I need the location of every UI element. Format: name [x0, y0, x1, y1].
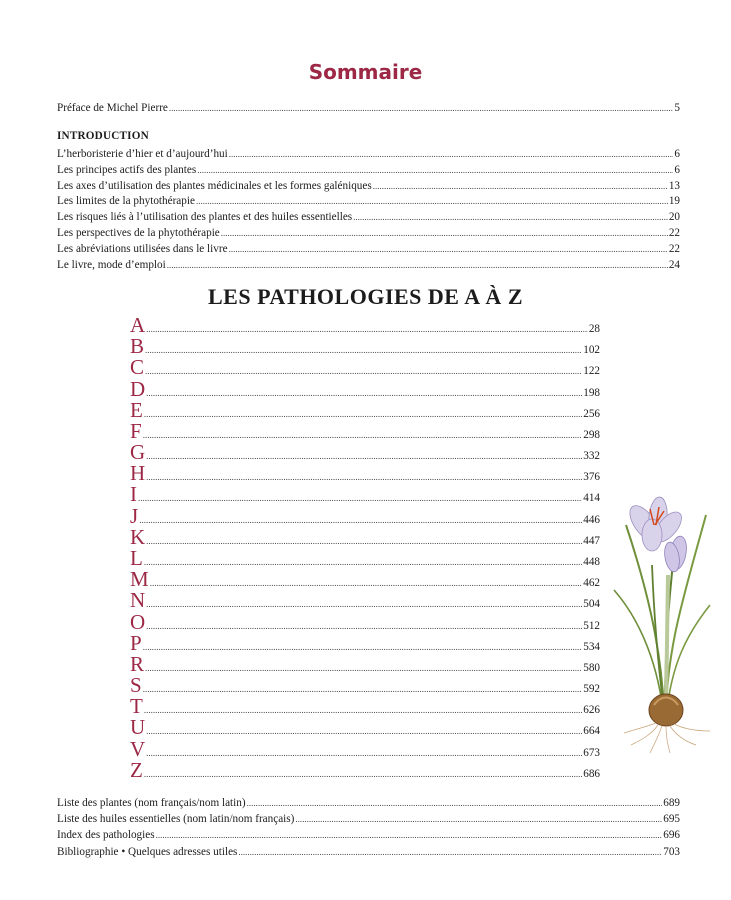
dot-leader [229, 241, 668, 257]
pathology-letter-entry[interactable] [130, 736, 600, 761]
dot-leader [145, 366, 582, 376]
toc-page-number: 689 [663, 797, 680, 809]
letter-initial: R [130, 651, 145, 676]
toc-page-number: 703 [663, 845, 680, 858]
letter-initial: K [130, 524, 146, 549]
toc-entry[interactable] [57, 146, 680, 162]
toc-label: Index des pathologies [57, 829, 155, 842]
dot-leader [146, 621, 582, 631]
toc-page-number: 332 [583, 450, 600, 463]
toc-label: Les abréviations utilisées dans le livre [57, 242, 228, 255]
pathology-letter-entry[interactable] [130, 675, 600, 696]
dot-leader [146, 451, 582, 461]
pathology-letter-entry[interactable] [130, 376, 600, 401]
dot-leader [144, 409, 582, 419]
toc-label: Bibliographie • Quelques adresses utiles [57, 845, 238, 858]
toc-page-number: 298 [583, 428, 600, 441]
dot-leader [143, 430, 583, 440]
toc-page-number: 504 [583, 598, 600, 611]
toc-page-number: 198 [583, 386, 600, 399]
toc-page-number: 22 [668, 227, 680, 239]
letter-initial: I [130, 482, 137, 507]
dot-leader [143, 642, 583, 652]
toc-page-number: 446 [583, 513, 600, 526]
pathology-letter-entry[interactable] [130, 630, 600, 655]
toc-page-number: 462 [583, 577, 600, 590]
toc-page-number: 686 [583, 767, 600, 780]
dot-leader [373, 178, 668, 194]
letter-initial: A [130, 313, 146, 337]
toc-page-number: 592 [583, 683, 600, 696]
dot-leader [145, 663, 582, 673]
letter-initial: M [130, 567, 149, 592]
pathology-letter-entry[interactable] [130, 418, 600, 443]
toc-entry[interactable] [57, 209, 680, 225]
toc-page-number: 447 [583, 534, 600, 547]
dot-leader [146, 748, 582, 758]
toc-label: Les risques liés à l’utilisation des plantes et des huiles essentielles [57, 211, 353, 224]
letter-initial: G [130, 440, 146, 465]
pathology-letter-entry[interactable] [130, 757, 600, 782]
toc-label: Liste des huiles essentielles (nom latin/nom français) [57, 813, 295, 826]
dot-leader [238, 844, 662, 860]
dot-leader [139, 515, 582, 525]
toc-entry[interactable] [57, 257, 680, 273]
pathology-letter-entry[interactable] [130, 590, 600, 611]
letter-initial: J [130, 503, 139, 528]
dot-leader [146, 536, 582, 546]
toc-label: Les principes actifs des plantes [57, 163, 197, 176]
toc-page-number: 122 [583, 365, 600, 378]
toc-entry[interactable] [57, 193, 680, 209]
toc-label: Les perspectives de la phytothérapie [57, 227, 220, 239]
toc-page-number: 448 [583, 555, 600, 568]
dot-leader [144, 557, 582, 567]
dot-leader [146, 599, 582, 609]
toc-label: L’herboristerie d’hier et d’aujourd’hui [57, 148, 228, 160]
appendix-entry[interactable] [57, 844, 680, 860]
toc-entry[interactable] [57, 178, 680, 194]
toc-page-number: 19 [668, 195, 680, 208]
letter-initial: S [130, 673, 142, 698]
dot-leader [167, 257, 668, 273]
toc-label: Préface de Michel Pierre [57, 102, 168, 114]
pathology-letter-entry[interactable] [130, 503, 600, 528]
toc-page-number: 512 [583, 619, 600, 632]
pathology-letter-entry[interactable] [130, 463, 600, 484]
pathology-letter-entry[interactable] [130, 336, 600, 357]
letter-initial: N [130, 588, 146, 613]
toc-page-number: 6 [674, 163, 680, 176]
pathology-letter-entry[interactable] [130, 524, 600, 549]
pathology-letter-entry[interactable] [130, 315, 600, 336]
toc-page-number: 256 [583, 407, 600, 420]
toc-label: Les axes d’utilisation des plantes médicinales et les formes galéniques [57, 179, 372, 192]
toc-page-number: 664 [583, 725, 600, 738]
pathology-letter-entry[interactable] [130, 545, 600, 570]
toc-page-number: 102 [583, 344, 600, 357]
toc-page-number: 28 [588, 323, 600, 335]
dot-leader [295, 811, 662, 827]
introduction-heading: INTRODUCTION [57, 130, 149, 142]
toc-entry[interactable] [57, 241, 680, 257]
letter-initial: V [130, 736, 146, 761]
toc-label: Liste des plantes (nom français/nom latin) [57, 797, 246, 809]
dot-leader [146, 726, 582, 736]
letter-initial: P [130, 630, 142, 655]
appendix-entry[interactable] [57, 827, 680, 843]
toc-page-number: 534 [583, 640, 600, 653]
dot-leader [197, 162, 673, 178]
pathology-letter-entry[interactable] [130, 357, 600, 378]
appendix-entry[interactable] [57, 795, 680, 811]
dot-leader [138, 493, 582, 503]
toc-page-number: 580 [583, 661, 600, 674]
toc-page-number: 696 [663, 829, 680, 842]
dot-leader [169, 100, 674, 116]
toc-entry[interactable] [57, 162, 680, 178]
dot-leader [353, 209, 668, 225]
dot-leader [143, 684, 583, 694]
toc-page-number: 695 [663, 813, 680, 826]
letter-initial: U [130, 715, 146, 740]
pathology-letter-entry[interactable] [130, 717, 600, 738]
dot-leader [196, 193, 668, 209]
toc-page-number: 20 [668, 211, 680, 224]
toc-label: Les limites de la phytothérapie [57, 195, 195, 208]
pathology-letter-entry[interactable] [130, 397, 600, 422]
pathology-letter-entry[interactable] [130, 484, 600, 505]
letter-initial: Z [130, 757, 143, 782]
letter-initial: T [130, 694, 143, 719]
dot-leader [144, 769, 582, 779]
toc-page-number: 13 [668, 179, 680, 192]
dot-leader [145, 345, 582, 355]
toc-page-number: 626 [583, 704, 600, 717]
letter-initial: O [130, 609, 146, 634]
toc-page-number: 673 [583, 746, 600, 759]
letter-initial: C [130, 355, 145, 380]
toc-entry[interactable] [57, 225, 680, 241]
letter-initial: L [130, 545, 143, 570]
toc-page-number: 22 [668, 242, 680, 255]
letter-initial: E [130, 397, 143, 422]
toc-page-number: 24 [668, 258, 680, 271]
dot-leader [144, 705, 582, 715]
toc-page-number: 414 [583, 492, 600, 505]
dot-leader [146, 472, 582, 482]
pathology-letter-entry[interactable] [130, 696, 600, 717]
appendix-entry[interactable] [57, 811, 680, 827]
pathology-letter-entry[interactable] [130, 609, 600, 634]
dot-leader [229, 146, 674, 162]
toc-page-number: 6 [674, 148, 680, 160]
dot-leader [146, 388, 582, 398]
toc-preface[interactable] [57, 100, 680, 116]
letter-initial: F [130, 418, 142, 443]
letter-initial: B [130, 334, 145, 359]
dot-leader [146, 324, 588, 334]
toc-page-number: 5 [674, 102, 680, 114]
pathology-letter-entry[interactable] [130, 569, 600, 590]
dot-leader [221, 225, 668, 241]
toc-label: Le livre, mode d’emploi [57, 258, 166, 271]
page-title: Sommaire [308, 60, 423, 84]
toc-page-number: 376 [583, 471, 600, 484]
letter-initial: H [130, 461, 146, 486]
letter-initial: D [130, 376, 146, 401]
dot-leader [156, 827, 663, 843]
crocus-flower-icon [606, 495, 718, 755]
pathologies-heading: LES PATHOLOGIES DE A À Z [208, 284, 523, 309]
dot-leader [247, 795, 663, 811]
pathology-letter-entry[interactable] [130, 651, 600, 676]
dot-leader [150, 578, 583, 588]
pathology-letter-entry[interactable] [130, 442, 600, 463]
